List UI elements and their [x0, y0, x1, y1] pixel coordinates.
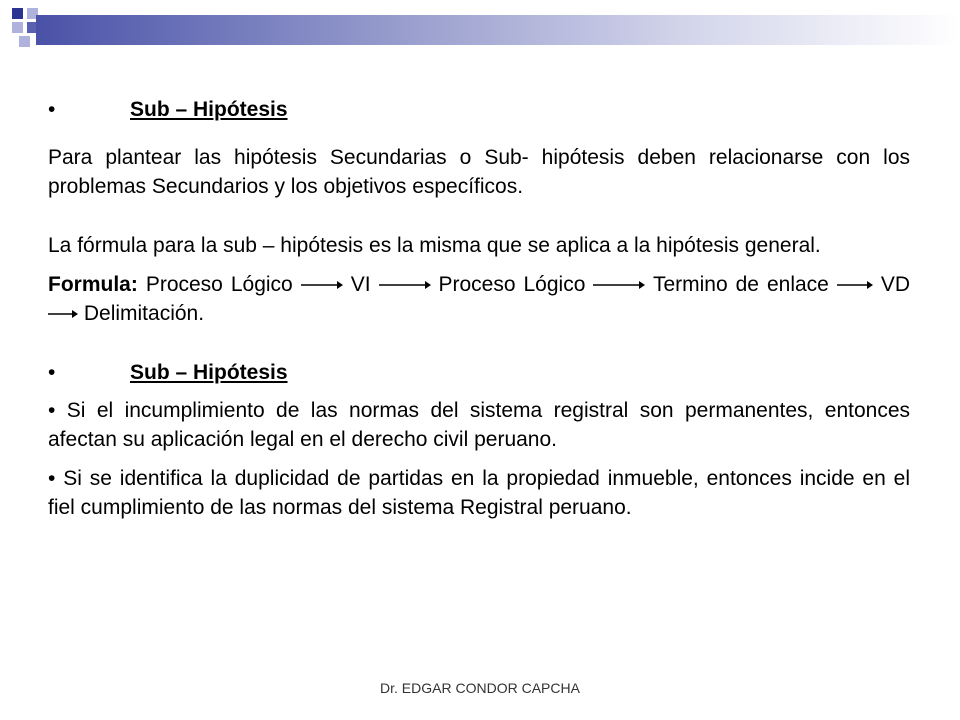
list-item: • Si se identifica la duplicidad de partidas en la propiedad inmueble, entonces incide en el fiel cumplimiento de las normas del sistema Registral peruano.	[48, 467, 911, 519]
section-heading	[48, 358, 910, 388]
section-heading	[48, 95, 910, 125]
header-square	[19, 36, 30, 47]
arrow-icon	[837, 280, 873, 290]
formula-term: VI	[350, 273, 371, 296]
formula-term: Proceso Lógico	[438, 273, 586, 296]
footer-author: Dr. EDGAR CONDOR CAPCHA	[380, 680, 580, 696]
arrow-icon	[301, 280, 343, 290]
paragraph: La fórmula para la sub – hipótesis es la misma que se aplica a la hipótesis general.	[48, 234, 821, 257]
list-item-text: Si se identifica la duplicidad de partidas en la propiedad inmueble, entonces incide en el fiel cumplimiento de las normas del sistema Registral peruano.	[48, 467, 911, 519]
header-square	[12, 22, 23, 33]
formula-label: Formula:	[48, 273, 138, 296]
paragraph: Para plantear las hipótesis Secundarias o Sub- hipótesis deben relacionarse con los problemas Secundarios y los objetivos específicos.	[48, 146, 910, 198]
slide-content	[48, 95, 910, 522]
formula-term: Termino de enlace	[652, 273, 829, 296]
bullet-icon: •	[48, 361, 56, 384]
header-gradient-bar	[36, 15, 960, 45]
arrow-icon	[48, 309, 78, 319]
list-item-text: Si el incumplimiento de las normas del sistema registral son permanentes, entonces afectan su aplicación legal en el derecho civil peruano.	[48, 399, 911, 451]
section-title: Sub – Hipótesis	[130, 98, 288, 121]
bullet-icon: •	[48, 98, 56, 121]
section-title: Sub – Hipótesis	[130, 361, 288, 384]
formula-term: Delimitación.	[83, 302, 205, 325]
formula-term: Proceso Lógico	[145, 273, 293, 296]
formula-term: VD	[880, 273, 910, 296]
arrow-icon	[379, 280, 431, 290]
list-item: • Si el incumplimiento de las normas del sistema registral son permanentes, entonces afectan su aplicación legal en el derecho civil peruano.	[48, 399, 911, 451]
arrow-icon	[593, 280, 645, 290]
header-square	[12, 8, 23, 19]
formula-line	[48, 270, 910, 328]
